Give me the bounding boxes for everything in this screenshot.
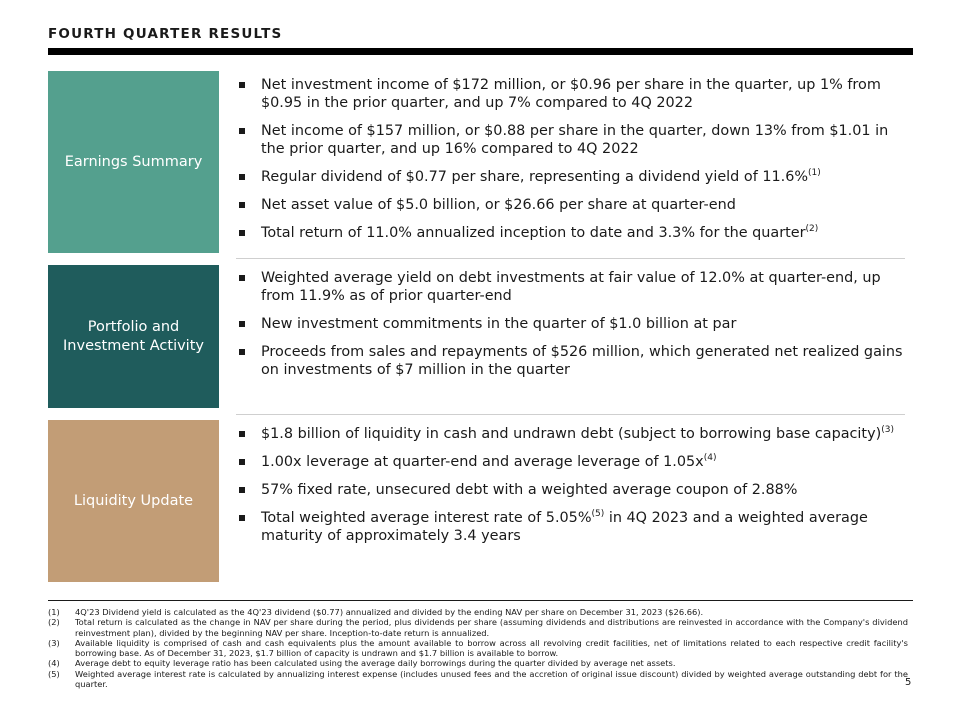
earnings-summary-label: [48, 71, 219, 253]
footnote-text: Average debt to equity leverage ratio has been calculated using the average daily borrowings during the quarter divided by average net assets.: [75, 658, 676, 669]
bullet-square-icon: [239, 487, 245, 493]
earnings-summary-label-text: Earnings Summary: [64, 153, 203, 170]
bullet-item: Net investment income of $172 million, or $0.96 per share in the quarter, up 1% from $0.95 in the prior quarter, and up 7% compared to 4Q 2022: [236, 76, 906, 112]
bullet-item: $1.8 billion of liquidity in cash and undrawn debt (subject to borrowing base capacity)$^{(3)}$: [236, 425, 906, 443]
footnote-text: Weighted average interest rate is calculated by annualizing interest expense (includes unused fees and the accretion of original issue discount) divided by weighted average outstanding debt for the quarter.: [75, 668, 908, 690]
footnote-ref: (4): [703, 453, 717, 463]
bullet-item: Proceeds from sales and repayments of $526 million, which generated net realized gains on investments of $7 million in the quarter: [236, 343, 906, 379]
footnote-text: Total return is calculated as the change in NAV per share during the period, plus dividends per share (assuming dividends and distributions are reinvested in accordance with the Company's dividend reinvestment plan), divided by the beginning NAV per share. Inception-to-date return is annualized.: [75, 617, 908, 638]
section-divider: [236, 414, 905, 415]
liquidity-update-label: [48, 420, 219, 582]
bullet-square-icon: [239, 202, 245, 208]
footnote-rule: [48, 600, 913, 601]
footnotes: [48, 607, 908, 689]
liquidity-update-label-text: Liquidity Update: [73, 492, 194, 509]
footnote: [48, 607, 908, 617]
bullet-item: Net income of $157 million, or $0.88 per share in the quarter, down 13% from $1.01 in the prior quarter, and up 16% compared to 4Q 2022: [236, 122, 906, 158]
bullet-item: Net asset value of $5.0 billion, or $26.66 per share at quarter-end: [236, 196, 906, 214]
page-number: 5: [905, 677, 912, 688]
bullet-item: 1.00x leverage at quarter-end and average leverage of $1.05x^{(4)}$: [236, 453, 906, 471]
earnings-summary-section: [48, 71, 906, 253]
portfolio-activity-section: [48, 265, 906, 408]
footnote: [48, 617, 908, 638]
section-divider: [236, 258, 905, 259]
page-title: FOURTH QUARTER RESULTS: [48, 26, 283, 42]
bullet-square-icon: [239, 174, 245, 180]
bullet-item: Regular dividend of $0.77 per share, representing a dividend yield of 11.6%$^{(1)}$: [236, 168, 906, 186]
bullet-item: 57% fixed rate, unsecured debt with a weighted average coupon of 2.88%: [236, 481, 906, 499]
bullet-item: Total return of 11.0% annualized inception to date and 3.3% for the quarter$^{(2)}$: [236, 224, 906, 242]
footnote-ref: (3): [881, 425, 894, 435]
portfolio-activity-label: [48, 265, 219, 408]
footnote-number: (3): [48, 637, 60, 648]
bullet-item: New investment commitments in the quarter of $1.0 billion at par: [236, 315, 906, 333]
portfolio-activity-bullets: [236, 269, 906, 389]
title-rule: [48, 48, 913, 55]
bullet-square-icon: [239, 82, 245, 88]
bullet-square-icon: [239, 459, 245, 465]
liquidity-update-bullets: [236, 425, 906, 555]
footnote-text: Available liquidity is comprised of cash and cash equivalents plus the amount available to borrow across all revolving credit facilities, net of limitations related to each respective credit facility's borrowing base. As of December 31, 2023, $1.7 billion of capacity is undrawn and $1.7 billion is available to borrow.: [75, 637, 908, 659]
footnote-number: (4): [48, 658, 60, 669]
footnote: [48, 669, 908, 690]
bullet-square-icon: [239, 230, 245, 236]
bullet-square-icon: [239, 275, 245, 281]
footnote: [48, 638, 908, 659]
footnote: [48, 658, 908, 668]
bullet-square-icon: [239, 128, 245, 134]
bullet-item: Weighted average yield on debt investments at fair value of 12.0% at quarter-end, up from 11.9% as of prior quarter-end: [236, 269, 906, 305]
footnote-number: (1): [48, 607, 60, 617]
footnote-ref: (1): [808, 168, 821, 178]
footnote-number: (2): [48, 617, 60, 628]
bullet-square-icon: [239, 431, 245, 437]
footnote-text: 4Q'23 Dividend yield is calculated as the 4Q'23 dividend ($0.77) annualized and divided by the ending NAV per share on December 31, 2023 ($26.66).: [75, 607, 704, 617]
footnote-ref: (5): [591, 509, 605, 519]
liquidity-update-section: [48, 420, 906, 582]
earnings-summary-bullets: [236, 76, 906, 252]
portfolio-activity-label-text: Portfolio and Investment Activity: [63, 319, 204, 354]
bullet-square-icon: [239, 349, 245, 355]
bullet-item: Total weighted average interest rate of 5.05%$^{(5)}$ in 4Q 2023 and a weighted average maturity of approximately 3.4 years: [236, 509, 906, 545]
bullet-square-icon: [239, 515, 245, 521]
footnote-number: (5): [48, 668, 60, 679]
bullet-square-icon: [239, 321, 245, 327]
footnote-ref: (2): [805, 224, 819, 234]
